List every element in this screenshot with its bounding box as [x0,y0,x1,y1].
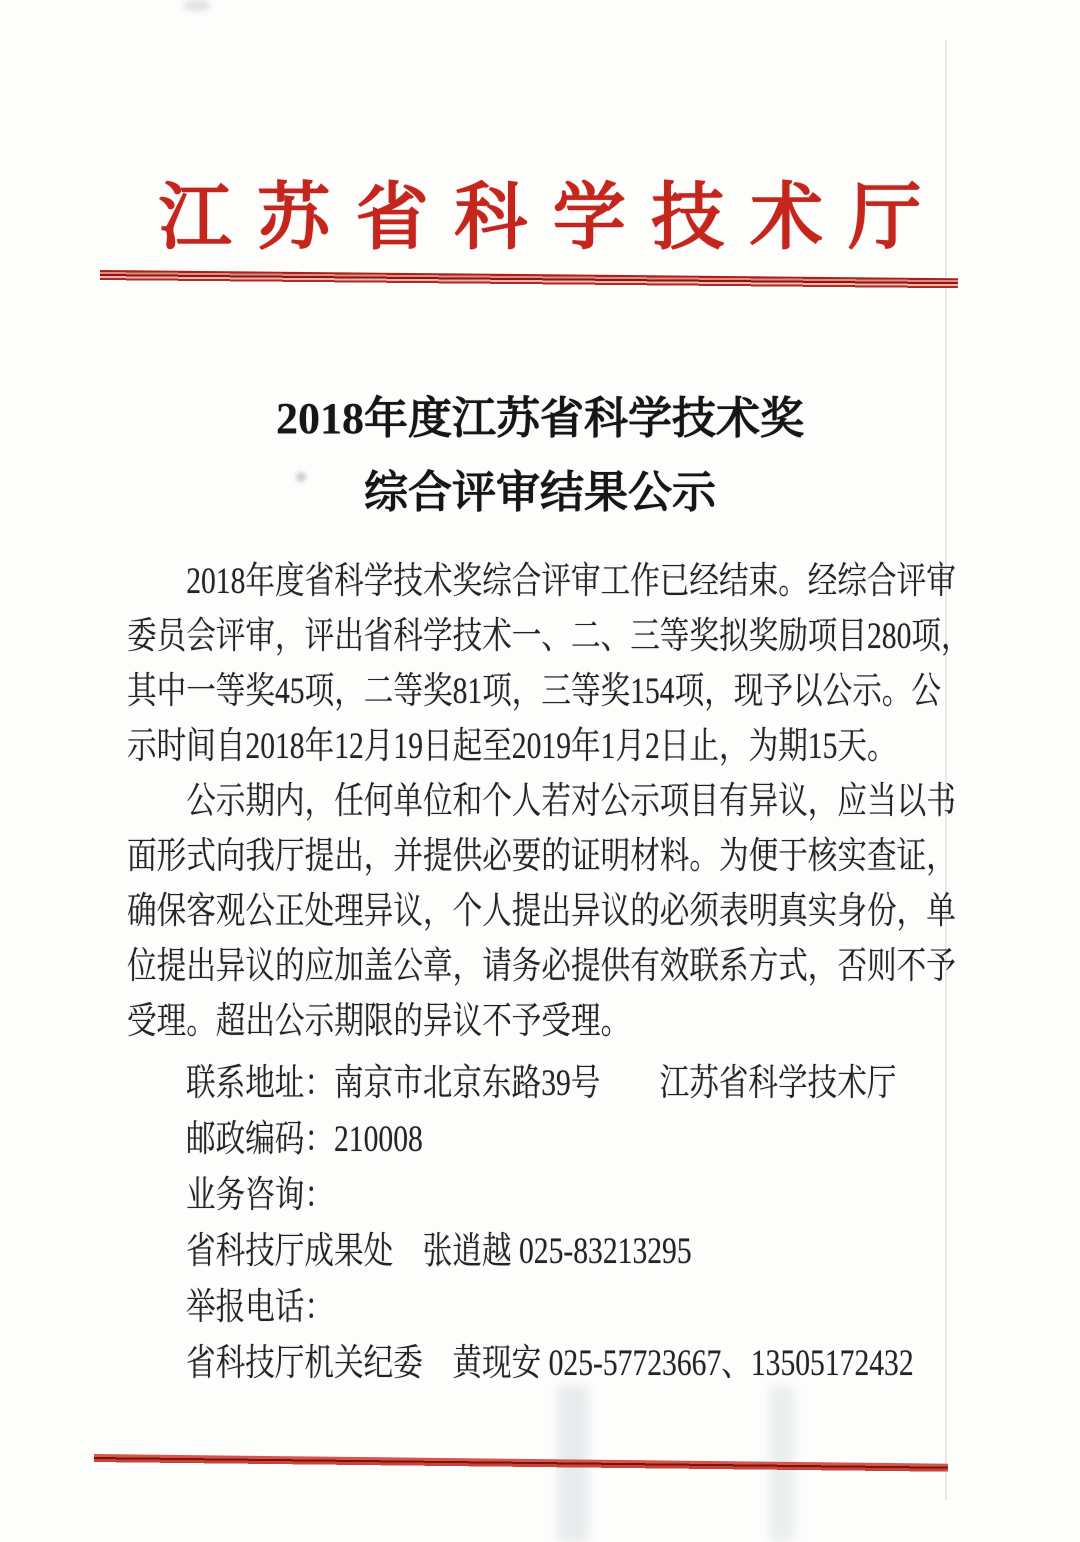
body-line: 示时间自2018年12月19日起至2019年1月2日止，为期15天。 [127,726,897,767]
document-title [0,382,1080,530]
body-line: 受理。超出公示期限的异议不予受理。 [127,1001,631,1042]
scan-smudge-top [183,0,211,11]
contact-report-phone-label: 举报电话： [186,1287,334,1328]
body-line: 确保客观公正处理异议，个人提出异议的必须表明真实身份，单 [127,891,956,932]
document-title-line2: 综合评审结果公示 [364,468,716,517]
contact-postal-code-line: 邮政编码：210008 [186,1119,423,1160]
contact-report-phone-line: 省科技厅机关纪委 黄现安 025-57723667、13505172432 [186,1343,914,1384]
body-line: 公示期内，任何单位和个人若对公示项目有异议，应当以书 [186,781,956,822]
body-text [127,556,1027,1051]
body-line: 其中一等奖45项，二等奖81项，三等奖154项，现予以公示。公 [127,671,941,712]
contact-business-inquiry-line: 省科技厅成果处 张逍越 025-83213295 [186,1231,692,1272]
body-line: 面形式向我厅提出，并提供必要的证明材料。为便于核实查证， [127,836,956,877]
letterhead-agency-name: 江苏省科学技术厅 [158,177,947,258]
body-line: 委员会评审，评出省科学技术一、二、三等奖拟奖励项目280项， [127,616,971,657]
bottom-border-line [94,1454,948,1473]
body-line: 2018年度省科学技术奖综合评审工作已经结束。经综合评审 [186,561,956,602]
contact-info [186,1058,1046,1394]
letterhead-separator-line [100,270,958,289]
document-title-line1: 2018年度江苏省科学技术奖 [276,394,804,443]
contact-address-line: 联系地址：南京市北京东路39号 江苏省科学技术厅 [186,1063,897,1104]
body-line: 位提出异议的应加盖公章，请务必提供有效联系方式，否则不予 [127,946,956,987]
contact-business-inquiry-label: 业务咨询： [186,1175,334,1216]
